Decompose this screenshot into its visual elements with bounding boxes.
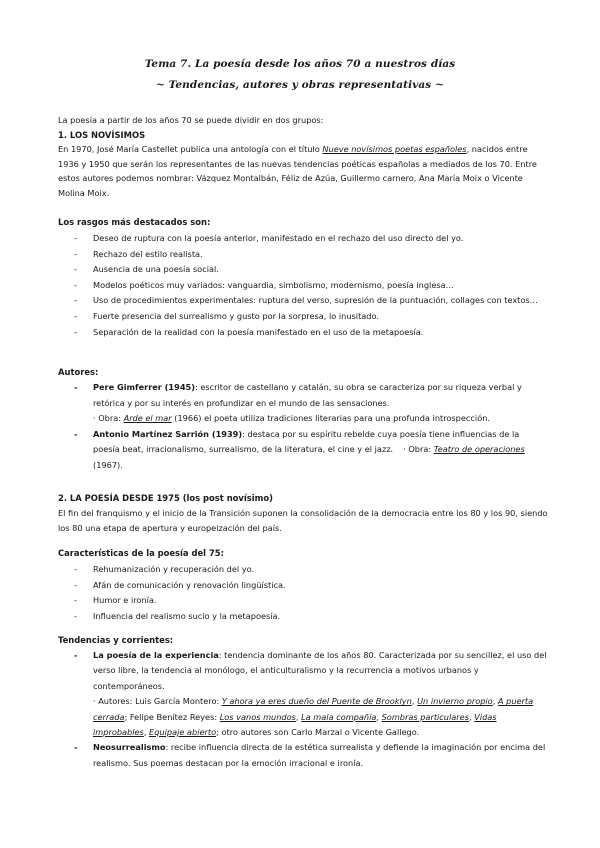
list-item: - Uso de procedimientos experimentales: ruptura del verso, supresión de la puntuación, collages con textos… [58,293,548,309]
list-item: - Modelos poéticos muy variados: vanguardia, simbolismo, modernismo, poesía inglesa… [58,278,548,294]
list-item: - Ausencia de una poesía social. [58,262,548,278]
traits-heading: Los rasgos más destacados son: [58,217,211,227]
list-item: - Deseo de ruptura con la poesía anterior, manifestado en el rechazo del uso directo del yo. [58,231,548,247]
author-gimferrer: - Pere Gimferrer (1945): escritor de castellano y catalán, su obra se caracteriza por su riqueza verbal y retórica y por su interés en profundizar en el mundo de las sensaciones. · Obra: Arde el mar (1966) el poeta utiliza tradiciones literarias para una profunda introspección. [58,380,548,427]
traits-list [58,231,548,340]
list-item: - Separación de la realidad con la poesía manifestado en el uso de la metapoesía. [58,325,548,341]
authors-heading: Autores: [58,367,99,377]
list-item: - Influencia del realismo sucio y la metapoesía. [58,609,548,625]
document-subtitle: ~ Tendencias, autores y obras representativas ~ [156,79,444,91]
characteristics-heading: Características de la poesía del 75: [58,548,224,558]
intro-text: La poesía a partir de los años 70 se puede dividir en dos grupos: [58,115,324,125]
list-item: - Afán de comunicación y renovación lingüística. [58,578,548,594]
trends-heading: Tendencias y corrientes: [58,635,174,645]
section-1-heading: 1. LOS NOVÍSIMOS [58,130,146,140]
section-1-paragraph: En 1970, José María Castellet publica una antología con el título Nueve novísimos poetas españoles, nacidos entre 1936 y 1950 que serán los representantes de las nuevas tendencias poéticas españolas a mediados de los 70. Entre estos autores podemos nombrar: Vázquez Montalbán, Féliz de Azúa, Guillermo carnero, Ana María Moix o Vicente Molina Moix. [58,144,537,198]
list-item: - Rehumanización y recuperación del yo. [58,562,548,578]
section-2-paragraph: El fin del franquismo y el inicio de la Transición suponen la consolidación de la democracia entre los 80 y los 90, siendo los 80 una etapa de apertura y europeización del país. [58,508,548,533]
trend-experiencia: - La poesía de la experiencia: tendencia dominante de los años 80. Caracterizada por su sencillez, el uso del verso libre, la tendencia al monólogo, el anticulturalismo y la recurrencia a motivos urbanos y contemporáneos. · Autores: Luis García Montero: Y ahora ya eres dueño del Puente de Brooklyn, Un invierno propio, A puerta cerrada; Felipe Benítez Reyes: Los vanos mundos, La mala compañía, Sombras particulares, Vidas improbables, Equipaje abierto; otro autores son Carlo Marzal o Vicente Gallego. [58,648,548,740]
author-martinez-sarrion: - Antonio Martínez Sarrión (1939): destaca por su espíritu rebelde cuya poesía tiene influencias de la poesía beat, irracionalismo, surrealismo, de la literatura, el cine y el jazz. · Obra: Teatro de operaciones (1967). [58,427,548,474]
list-item: - Humor e ironía. [58,593,548,609]
list-item: - Rechazo del estilo realista. [58,247,548,263]
anthology-title: Nueve novísimos poetas españoles [322,144,467,154]
work-title: Teatro de operaciones [433,444,525,455]
work-title: Arde el mar [123,413,172,424]
document-title: Tema 7. La poesía desde los años 70 a nuestros días [144,58,456,70]
trend-neosurrealismo: - Neosurrealismo: recibe influencia directa de la estética surrealista y defiende la imaginación por encima del realismo. Sus poemas destacan por la emoción irracional e ironía. [58,740,548,771]
authors-list [58,380,548,474]
list-item: - Fuerte presencia del surrealismo y gusto por la sorpresa, lo inusitado. [58,309,548,325]
section-2-heading: 2. LA POESÍA DESDE 1975 (los post novísimo) [58,493,273,503]
trends-list [58,648,548,771]
characteristics-list [58,562,548,624]
